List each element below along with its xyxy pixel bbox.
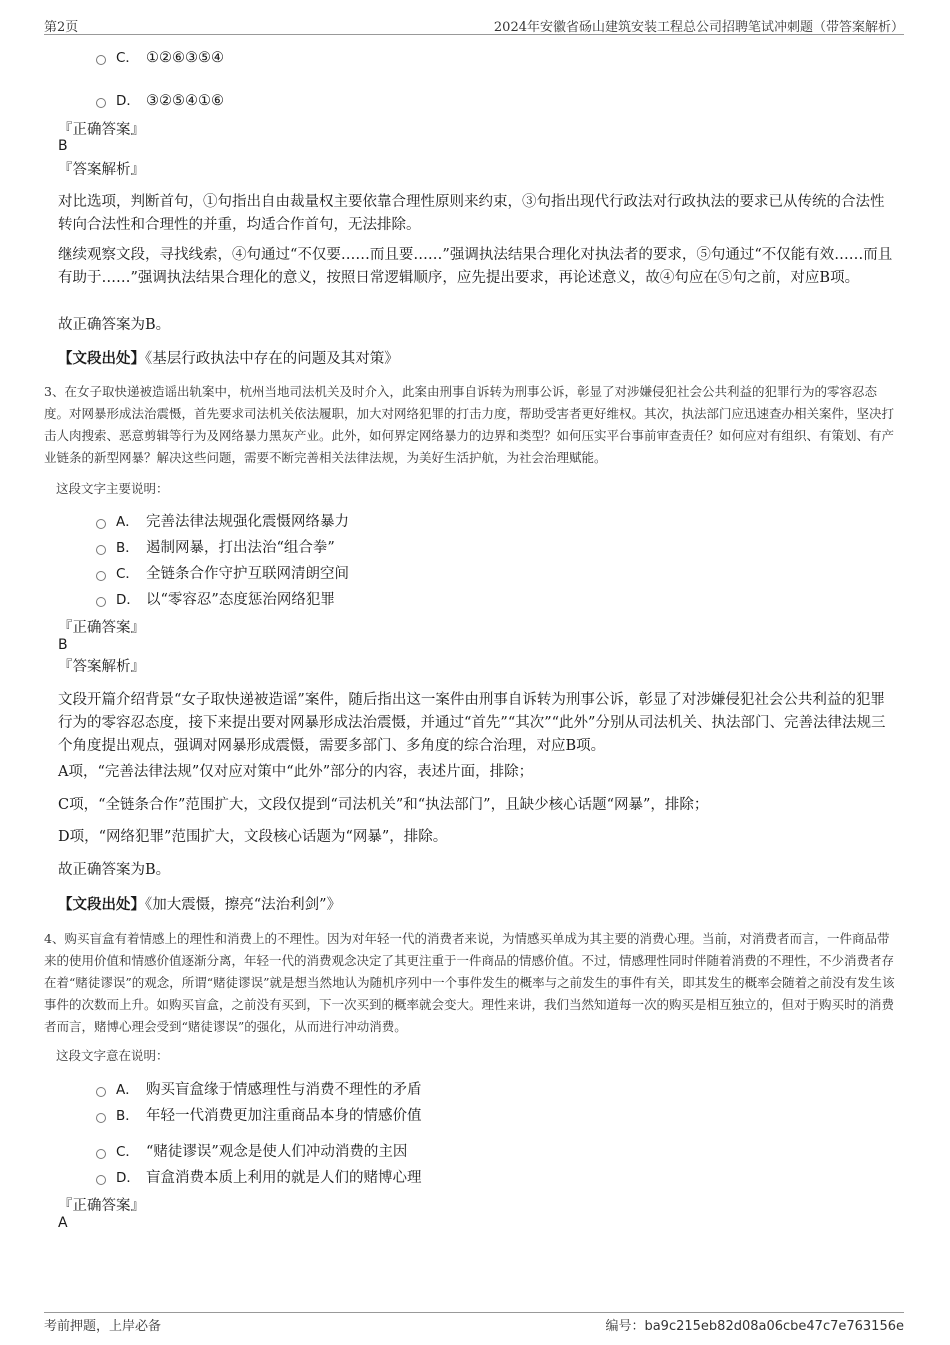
q2-option-d[interactable]: D． ③②⑤④①⑥ (96, 91, 224, 111)
radio-icon[interactable] (96, 1113, 106, 1123)
page-number: 第2页 (44, 20, 79, 35)
radio-icon[interactable] (96, 55, 106, 65)
q4-option-b[interactable]: B． 年轻一代消费更加注重商品本身的情感价值 (96, 1106, 422, 1126)
q2-source: 【文段出处】《基层行政执法中存在的问题及其对策》 (58, 350, 399, 367)
q3-prompt: 这段文字主要说明： (56, 481, 169, 496)
q3-analysis-paragraph: 文段开篇介绍背景“女子取快递被造谣”案件，随后指出这一案件由刑事自诉转为刑事公诉，彰显了对涉嫌侵犯社会公共利益的犯罪行为的零容忍态度，接下来提出要对网暴形成法治震慑，并通过“首先”“其次”“此外”分别从司法机关、执法部门、完善法律法规三个角度提出观点，强调对网暴形成震慑，需要多部门、多角度的综合治理，对应B项。 (58, 692, 886, 754)
radio-icon[interactable] (96, 98, 106, 108)
radio-icon[interactable] (96, 571, 106, 581)
radio-icon[interactable] (96, 1149, 106, 1159)
q2-analysis-paragraph: 继续观察文段，寻找线索，④句通过“不仅要……而且要……”强调执法结果合理化对执法者的要求，⑤句通过“不仅能有效……而且有助于……”强调执法结果合理化的意义，按照日常逻辑顺序，应先提出要求，再论述意义，故④句应在⑤句之前，对应B项。 (58, 247, 893, 286)
q3-option-d[interactable]: D． 以“零容忍”态度惩治网络犯罪 (96, 590, 335, 610)
q2-analysis-label: 『答案解析』 (58, 162, 145, 178)
q4-option-c[interactable]: C． “赌徒谬误”观念是使人们冲动消费的主因 (96, 1142, 407, 1162)
q2-answer: B (58, 138, 68, 154)
q3-answer: B (58, 637, 68, 653)
q2-option-c[interactable]: C． ①②⑥③⑤④ (96, 48, 224, 68)
q3-option-c[interactable]: C． 全链条合作守护互联网清朗空间 (96, 564, 349, 584)
radio-icon[interactable] (96, 545, 106, 555)
q4-question: 4、购买盲盒有着情感上的理性和消费上的不理性。因为对年轻一代的消费者来说，为情感买单成为其主要的消费心理。当前，对消费者而言，一件商品带来的使用价值和情感价值逐渐分离，年轻一代的消费观念决定了其更注重于一件商品的情感价值。不过，情感理性同时伴随着消费的不理性，不少消费者存在着“赌徒谬误”的观念，所谓“赌徒谬误”就是想当然地认为随机序列中一个事件发生的概率与之前发生的事件有关，即其发生的概率会随着之前没有发生该事件的次数而上升。如购买盲盒，之前没有买到，下一次买到的概率就会变大。理性来讲，我们当然知道每一次的购买是相互独立的，但对于购买时的消费者而言，赌博心理会受到“赌徒谬误”的强化，从而进行冲动消费。 (44, 931, 895, 1034)
document-code: 编号：ba9c215eb82d08a06cbe47c7e763156e (605, 1319, 904, 1334)
q2-analysis-paragraph: 对比选项，判断首句，①句指出自由裁量权主要依靠合理性原则来约束，③句指出现代行政法对行政执法的要求已从传统的合法性转向合法性和合理性的并重，均适合作首句，无法排除。 (58, 194, 885, 233)
q2-answer-label: 『正确答案』 (58, 122, 145, 138)
q4-answer-label: 『正确答案』 (58, 1198, 145, 1214)
page-header (44, 14, 904, 35)
q4-answer: A (58, 1215, 68, 1231)
q3-analysis-paragraph: C项，“全链条合作”范围扩大，文段仅提到“司法机关”和“执法部门”，且缺少核心话题“网暴”，排除； (58, 797, 709, 813)
q3-source: 【文段出处】《加大震慑，擦亮“法治利剑”》 (58, 896, 342, 913)
q3-answer-label: 『正确答案』 (58, 620, 145, 636)
q3-analysis-paragraph: A项，“完善法律法规”仅对应对策中“此外”部分的内容，表述片面，排除； (58, 764, 534, 780)
q4-prompt: 这段文字意在说明： (56, 1048, 169, 1063)
radio-icon[interactable] (96, 1087, 106, 1097)
radio-icon[interactable] (96, 597, 106, 607)
q3-question: 3、在女子取快递被造谣出轨案中，杭州当地司法机关及时介入，此案由刑事自诉转为刑事公诉，彰显了对涉嫌侵犯社会公共利益的犯罪行为的零容忍态度。对网暴形成法治震慑，首先要求司法机关依法履职，加大对网络犯罪的打击力度，帮助受害者更好维权。其次，执法部门应迅速查办相关案件，坚决打击人肉搜索、恶意剪辑等行为及网络暴力黑灰产业。此外，如何界定网络暴力的边界和类型？如何压实平台事前审查责任？如何应对有组织、有策划、有产业链条的新型网暴？解决这些问题，需要不断完善相关法律法规，为美好生活护航，为社会治理赋能。 (44, 384, 895, 465)
q3-analysis-paragraph: D项，“网络犯罪”范围扩大，文段核心话题为“网暴”，排除。 (58, 829, 448, 845)
q3-analysis-paragraph: 故正确答案为B。 (58, 862, 171, 878)
q3-option-b[interactable]: B． 遏制网暴，打出法治“组合拳” (96, 538, 335, 558)
radio-icon[interactable] (96, 1175, 106, 1185)
document-title: 2024年安徽省砀山建筑安装工程总公司招聘笔试冲刺题（带答案解析） (493, 20, 904, 35)
q2-analysis-paragraph: 故正确答案为B。 (58, 317, 171, 333)
q3-analysis-label: 『答案解析』 (58, 659, 145, 675)
q4-option-a[interactable]: A． 购买盲盒缘于情感理性与消费不理性的矛盾 (96, 1080, 422, 1100)
footer-slogan: 考前押题，上岸必备 (44, 1319, 162, 1334)
q3-option-a[interactable]: A． 完善法律法规强化震慑网络暴力 (96, 512, 349, 532)
q4-option-d[interactable]: D． 盲盒消费本质上利用的就是人们的赌博心理 (96, 1168, 422, 1188)
radio-icon[interactable] (96, 519, 106, 529)
page-footer (44, 1312, 904, 1334)
